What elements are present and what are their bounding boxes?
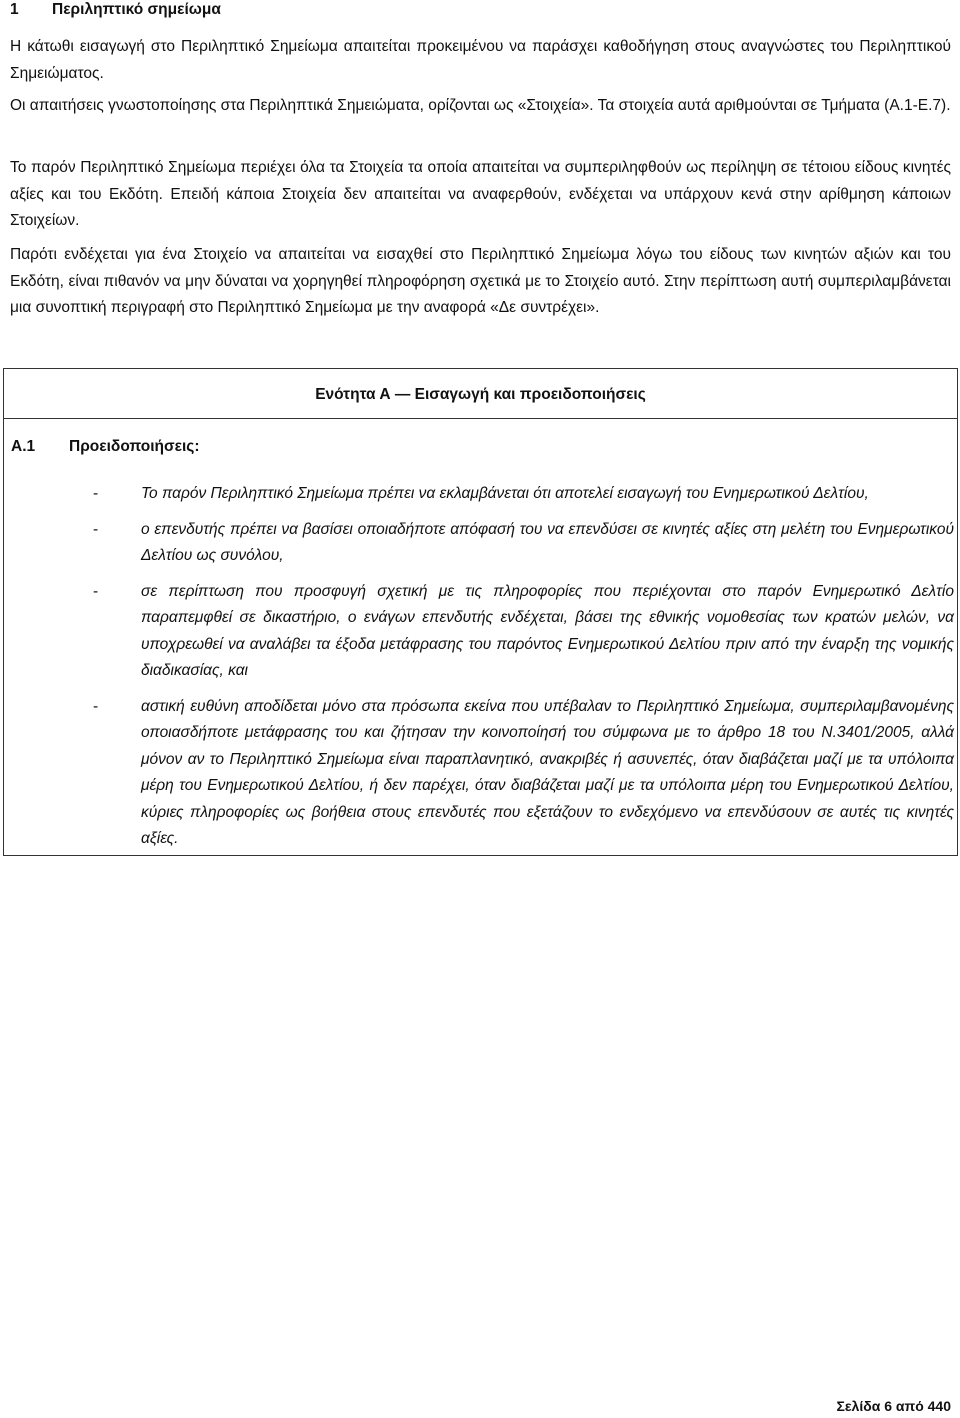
list-item xyxy=(93,694,954,853)
intro-paragraph: Παρότι ενδέχεται για ένα Στοιχείο να απαιτείται να εισαχθεί στο Περιληπτικό Σημείωμα λόγω του είδους των κινητών αξιών και του Εκδότη, είναι πιθανόν να μην δύναται να χορηγηθεί πληροφόρηση σχετικά με το Στοιχείο αυτό. Στην περίπτωση αυτή συμπεριλαμβάνεται μια συνοπτική περιγραφή στο Περιληπτικό Σημείωμα με την αναφορά «Δε συντρέχει». xyxy=(10,246,951,316)
intro-paragraph: Οι απαιτήσεις γνωστοποίησης στα Περιληπτικά Σημειώματα, ορίζονται ως «Στοιχεία». Τα στοιχεία αυτά αριθμούνται σε Τμήματα (Α.1-Ε.7). xyxy=(10,97,951,114)
warnings-list xyxy=(93,481,954,862)
list-item xyxy=(93,481,954,508)
list-item xyxy=(93,517,954,570)
intro-paragraph: Η κάτωθι εισαγωγή στο Περιληπτικό Σημείωμα απαιτείται προκειμένου να παράσχει καθοδήγηση στους αναγνώστες του Περιληπτικού Σημειώματος. xyxy=(10,38,951,82)
table-row-id: Α.1 xyxy=(11,438,36,455)
bullet-dash: - xyxy=(93,520,99,538)
list-item-text: σε περίπτωση που προσφυγή σχετική με τις πληροφορίες που περιέχονται στο παρόν Ενημερωτικό Δελτίο παραπεμφθεί σε δικαστήριο, ο ενάγων επενδυτής ενδέχεται, βάσει της εθνικής νομοθεσίας των κρατών μελών, να υποχρεωθεί να αναλάβει τα έξοδα μετάφρασης του παρόντος Ενημερωτικού Δελτίου πριν από την έναρξη της νομικής διαδικασίας, και xyxy=(141,582,954,679)
table-section-title: Ενότητα Α — Εισαγωγή και προειδοποιήσεις xyxy=(315,386,646,403)
list-item-text: αστική ευθύνη αποδίδεται μόνο στα πρόσωπα εκείνα που υπέβαλαν το Περιληπτικό Σημείωμα, συμπεριλαμβανομένης οποιασδήποτε μετάφρασης του και ζήτησαν την κοινοποίησή του σύμφωνα με το άρθρο 18 του Ν.3401/2005, αλλά μόνον αν το Περιληπτικό Σημείωμα είναι παραπλανητικό, ανακριβές ή ασυνεπές, όταν διαβάζεται μαζί με τα υπόλοιπα μέρη του Ενημερωτικού Δελτίου, ή δεν παρέχει, όταν διαβάζεται μαζί με τα υπόλοιπα μέρη του Ενημερωτικού Δελτίου, κύριες πληροφορίες ως βοήθεια στους επενδυτές που εξετάζουν το ενδεχόμενο να επενδύσουν σε αυτές τις κινητές αξίες. xyxy=(141,697,954,847)
list-item xyxy=(93,579,954,685)
bullet-dash: - xyxy=(93,697,99,715)
page-number: Σελίδα 6 από 440 xyxy=(836,1398,951,1414)
bullet-dash: - xyxy=(93,485,99,502)
section-heading-title: Περιληπτικό σημείωμα xyxy=(52,1,221,18)
section-number: 1 xyxy=(10,1,19,18)
table-divider xyxy=(4,418,957,419)
summary-table xyxy=(3,368,958,856)
intro-paragraph: Το παρόν Περιληπτικό Σημείωμα περιέχει όλα τα Στοιχεία τα οποία απαιτείται να συμπεριληφθούν ως περίληψη σε τέτοιου είδους κινητές αξίες και του Εκδότη. Επειδή κάποια Στοιχεία δεν απαιτείται να αναφερθούν, ενδέχεται να υπάρχουν κενά στην αρίθμηση κάποιων Στοιχείων. xyxy=(10,159,951,229)
bullet-dash: - xyxy=(93,582,99,600)
list-item-text: Το παρόν Περιληπτικό Σημείωμα πρέπει να εκλαμβάνεται ότι αποτελεί εισαγωγή του Ενημερωτικού Δελτίου, xyxy=(141,485,869,502)
list-item-text: ο επενδυτής πρέπει να βασίσει οποιαδήποτε απόφασή του να επενδύσει σε κινητές αξίες στη μελέτη του Ενημερωτικού Δελτίου ως συνόλου, xyxy=(141,520,954,564)
table-row-title: Προειδοποιήσεις: xyxy=(69,438,200,455)
section-heading xyxy=(10,0,221,20)
